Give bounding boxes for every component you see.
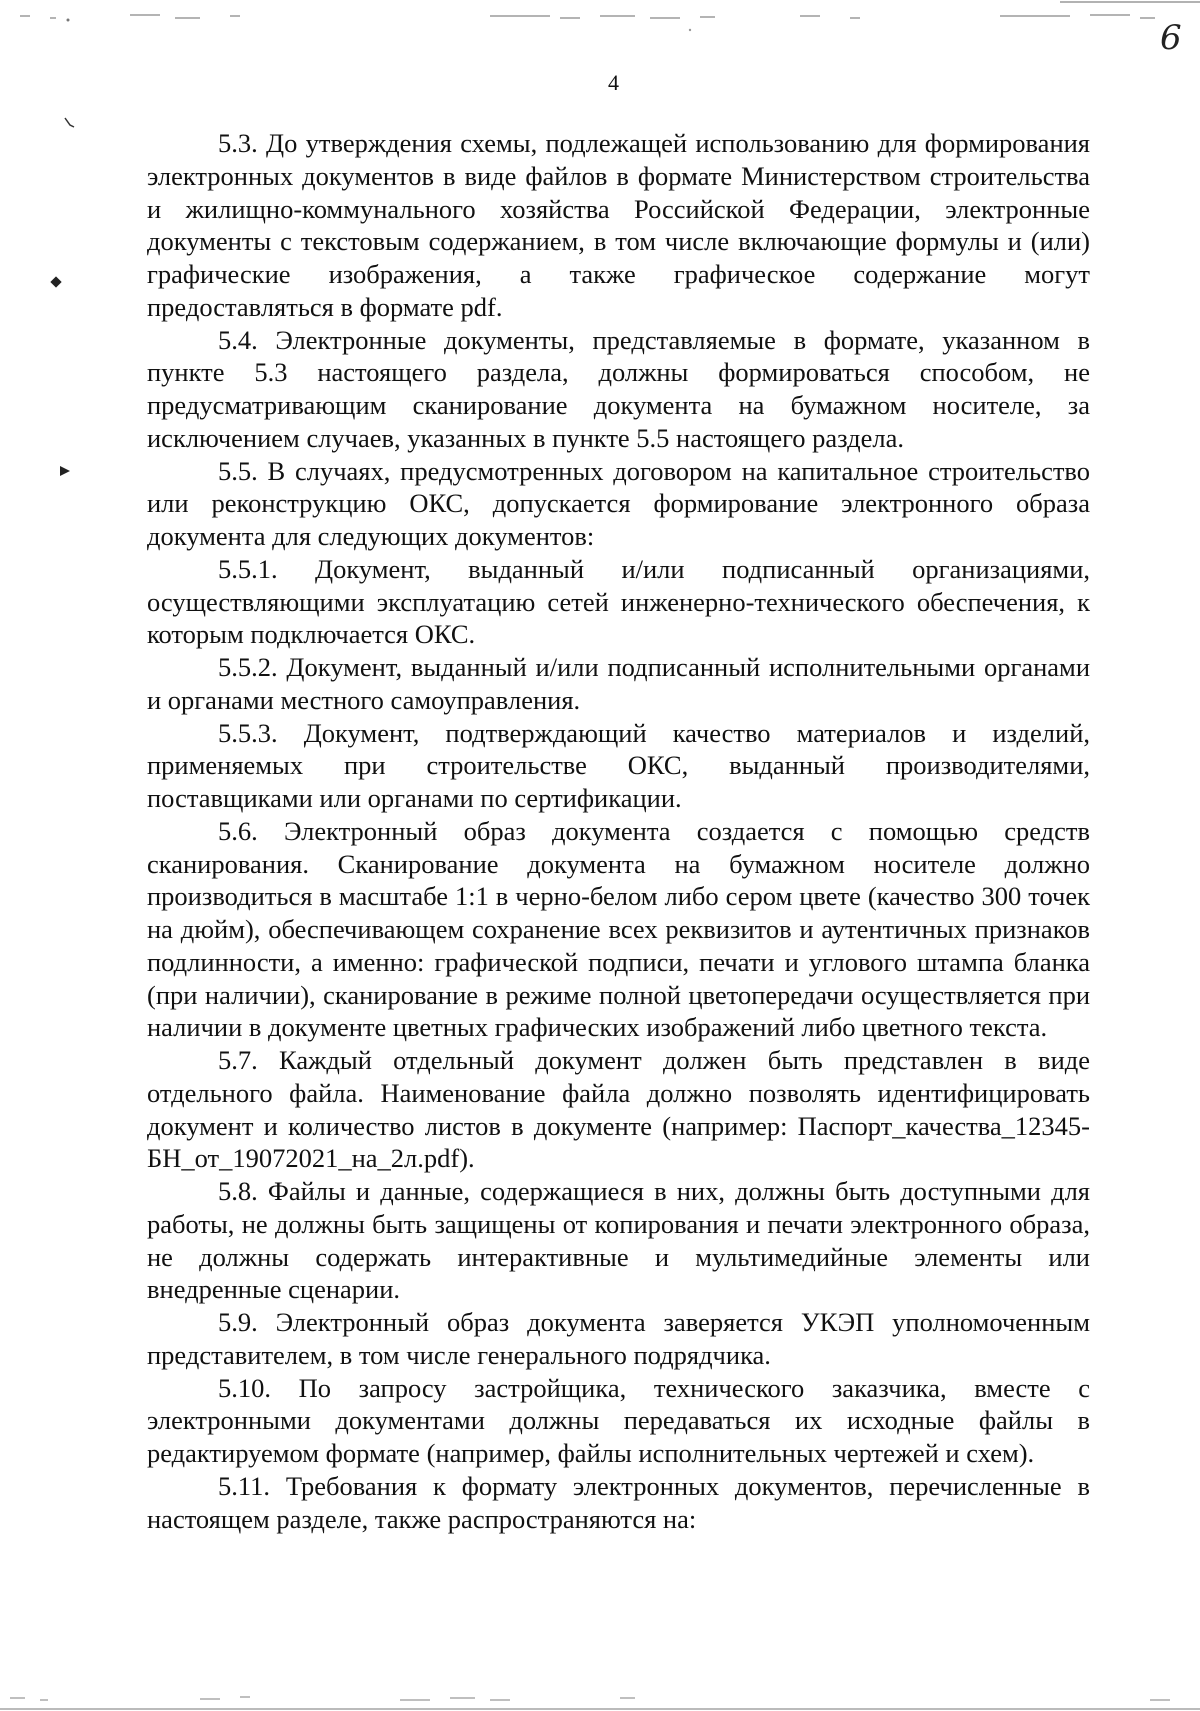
paragraph-5-7: 5.7. Каждый отдельный документ должен быть представлен в виде отдельного файла. Наименование файла должно позволять идентифицировать документ и количество листов в документе (например: Паспорт_качества_12345-БН_от_19072021_на_2л.pdf).	[147, 1045, 1090, 1174]
paragraph-5-5-2: 5.5.2. Документ, выданный и/или подписанный исполнительными органами и органами местного самоуправления.	[147, 652, 1090, 715]
paragraph-5-5: 5.5. В случаях, предусмотренных договором на капитальное строительство или реконструкцию ОКС, допускается формирование электронного образа документа для следующих документов:	[147, 455, 1090, 551]
paragraph-5-8: 5.8. Файлы и данные, содержащиеся в них, должны быть доступными для работы, не должны быть защищены от копирования и печати электронного образа, не должны содержать интерактивные и мультимедийные элементы или внедренные сценарии.	[147, 1176, 1090, 1305]
paragraph-5-9: 5.9. Электронный образ документа заверяется УКЭП уполномоченным представителем, в том числе генерального подрядчика.	[147, 1307, 1090, 1370]
handwritten-sheet-number: 6	[1160, 18, 1182, 58]
paragraph-5-4: 5.4. Электронные документы, представляемые в формате, указанном в пункте 5.3 настоящего раздела, должны формироваться способом, не предусматривающим сканирование документа на бумажном носителе, за исключением случаев, указанных в пункте 5.5 настоящего раздела.	[147, 324, 1090, 453]
paragraph-5-6: 5.6. Электронный образ документа создается с помощью средств сканирования. Сканирование документа на бумажном носителе должно производиться в масштабе 1:1 в черно-белом либо сером цвете (качество 300 точек на дюйм), обеспечивающем сохранение всех реквизитов и аутентичных признаков подлинности, а именно: графической подписи, печати и углового штампа бланка (при наличии), сканирование в режиме полной цветопередачи осуществляется при наличии в документе цветных графических изображений либо цветного текста.	[147, 815, 1090, 1043]
margin-tick-mark	[62, 116, 76, 130]
scan-noise-bottom	[0, 1688, 1200, 1711]
paragraph-5-3: 5.3. До утверждения схемы, подлежащей использованию для формирования электронных документов в виде файлов в формате Министерством строительства и жилищно-коммунального хозяйства Российской Федерации, электронные документы с текстовым содержанием, в том числе включающие формулы и (или) графические изображения, а также графическое содержание могут предоставляться в формате pdf.	[147, 128, 1090, 322]
paragraph-5-5-1: 5.5.1. Документ, выданный и/или подписанный организациями, осуществляющими эксплуатацию сетей инженерно-технического обеспечения, к которым подключается ОКС.	[147, 553, 1090, 650]
scan-noise-top	[0, 0, 1200, 40]
page-number: 4	[608, 70, 619, 95]
paragraph-5-5-3: 5.5.3. Документ, подтверждающий качество материалов и изделий, применяемых при строительстве ОКС, выданный производителями, поставщиками или органами по сертификации.	[147, 717, 1090, 813]
margin-dot-mark	[50, 276, 61, 287]
paragraph-5-11: 5.11. Требования к формату электронных документов, перечисленные в настоящем разделе, также распространяются на:	[147, 1470, 1090, 1534]
document-body	[147, 127, 1090, 1535]
paragraph-5-10: 5.10. По запросу застройщика, технического заказчика, вместе с электронными документами должны передаваться их исходные файлы в редактируемом формате (например, файлы исполнительных чертежей и схем).	[147, 1372, 1090, 1468]
margin-arrow-mark	[58, 464, 72, 478]
